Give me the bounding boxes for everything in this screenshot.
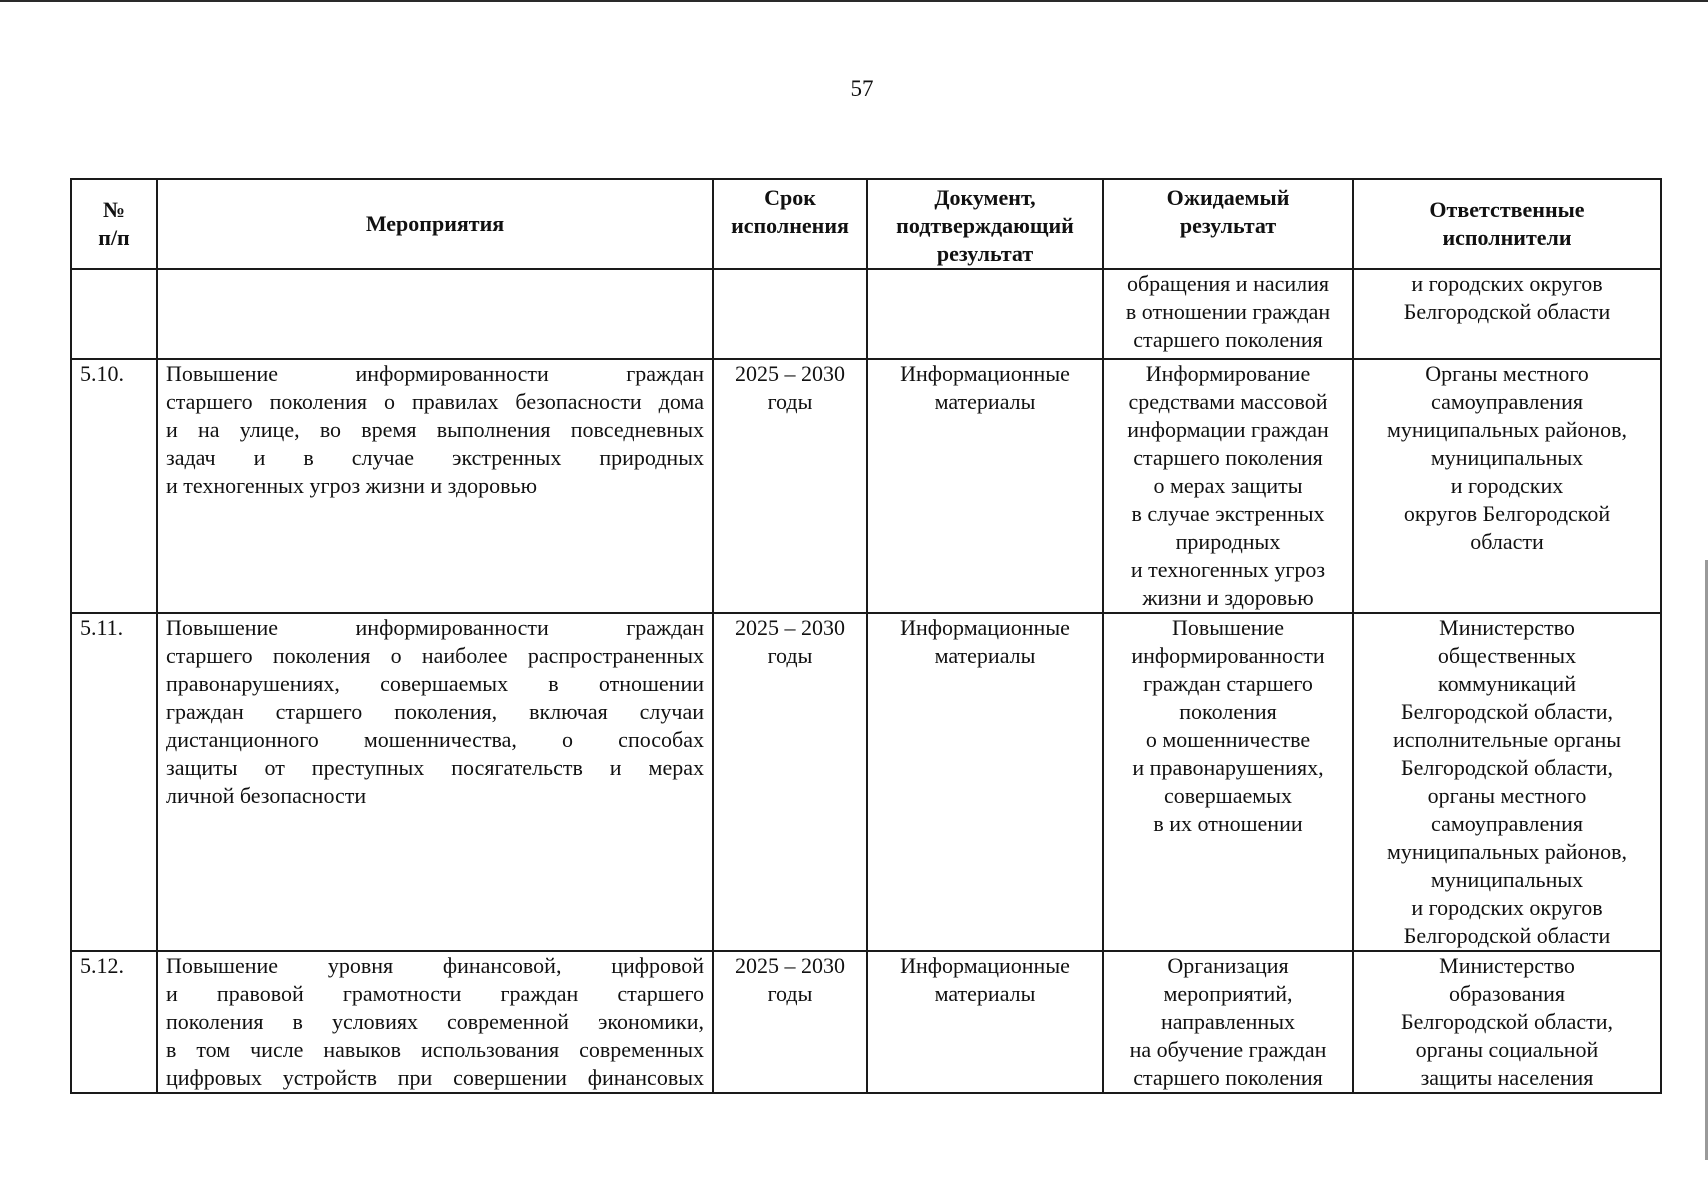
row-document bbox=[867, 359, 1103, 613]
result-line: мероприятий, bbox=[1163, 981, 1293, 1006]
result-line: совершаемых bbox=[1164, 783, 1292, 808]
row-responsible bbox=[1353, 951, 1661, 1093]
document-line: Информационные bbox=[900, 361, 1070, 386]
responsible-line: муниципальных районов, bbox=[1386, 417, 1627, 442]
activity-line: правонарушениях, совершаемых в отношении bbox=[166, 671, 704, 696]
responsible-line: коммуникаций bbox=[1438, 671, 1576, 696]
responsible-line: исполнительные органы bbox=[1392, 727, 1622, 752]
responsible-line: органы местного bbox=[1427, 783, 1587, 808]
result-line: поколения bbox=[1179, 699, 1277, 724]
table-row bbox=[71, 613, 1661, 951]
activity-line: задач и в случае экстренных природных bbox=[166, 445, 704, 470]
responsible-line: Белгородской области bbox=[1403, 923, 1611, 948]
term-line: 2025 – 2030 bbox=[735, 615, 845, 640]
activity-line: Повышение уровня финансовой, цифровой bbox=[166, 953, 704, 978]
activity-line: и техногенных угроз жизни и здоровью bbox=[166, 473, 538, 498]
activity-line: личной безопасности bbox=[166, 783, 367, 808]
result-line: старшего поколения bbox=[1133, 445, 1323, 470]
header-document bbox=[867, 179, 1103, 269]
row-number bbox=[71, 269, 157, 359]
responsible-line: органы социальной bbox=[1415, 1037, 1599, 1062]
table-header-row bbox=[71, 179, 1661, 269]
responsible-line: Белгородской области, bbox=[1400, 699, 1614, 724]
activity-line: старшего поколения о правилах безопасности дома bbox=[166, 389, 704, 414]
result-line: направленных bbox=[1161, 1009, 1295, 1034]
activity-line: и на улице, во время выполнения повседневных bbox=[166, 417, 704, 442]
result-line: обращения и насилия bbox=[1126, 271, 1330, 296]
responsible-line: муниципальных bbox=[1430, 445, 1584, 470]
activity-line: защиты от преступных посягательств и мерах bbox=[166, 755, 704, 780]
term-line: 2025 – 2030 bbox=[735, 953, 845, 978]
result-line: о мошенничестве bbox=[1145, 727, 1311, 752]
responsible-line: образования bbox=[1448, 981, 1566, 1006]
row-responsible bbox=[1353, 359, 1661, 613]
header-result-line: результат bbox=[1179, 213, 1277, 238]
term-line: годы bbox=[767, 643, 813, 668]
result-line: старшего поколения bbox=[1133, 327, 1323, 352]
table-row bbox=[71, 359, 1661, 613]
activity-line: Повышение информированности граждан bbox=[166, 615, 704, 640]
header-term-line: исполнения bbox=[731, 213, 849, 238]
row-result bbox=[1103, 359, 1353, 613]
term-line: годы bbox=[767, 389, 813, 414]
document-line: материалы bbox=[934, 981, 1036, 1006]
term-line: 2025 – 2030 bbox=[735, 361, 845, 386]
responsible-line: защиты населения bbox=[1420, 1065, 1594, 1090]
result-line: и правонарушениях, bbox=[1132, 755, 1324, 780]
header-document-line: Документ, bbox=[934, 185, 1036, 210]
result-line: информации граждан bbox=[1127, 417, 1329, 442]
responsible-line: самоуправления bbox=[1431, 811, 1583, 836]
row-document bbox=[867, 269, 1103, 359]
header-activity bbox=[157, 179, 713, 269]
header-activity-line: Мероприятия bbox=[365, 211, 505, 236]
page-number: 57 bbox=[850, 76, 874, 101]
header-term bbox=[713, 179, 867, 269]
header-document-line: подтверждающий bbox=[896, 213, 1074, 238]
responsible-line: округов Белгородской bbox=[1403, 501, 1611, 526]
result-line: старшего поколения bbox=[1133, 1065, 1323, 1090]
row-activity bbox=[157, 613, 713, 951]
responsible-line: Белгородской области bbox=[1403, 299, 1611, 324]
responsible-line: самоуправления bbox=[1431, 389, 1583, 414]
header-result bbox=[1103, 179, 1353, 269]
row-result bbox=[1103, 951, 1353, 1093]
responsible-line: и городских bbox=[1450, 473, 1564, 498]
header-document-line: результат bbox=[936, 241, 1034, 266]
table-row bbox=[71, 269, 1661, 359]
activity-line: и правовой грамотности граждан старшего bbox=[166, 981, 704, 1006]
activity-line: цифровых устройств при совершении финансовых bbox=[166, 1065, 704, 1090]
responsible-line: Белгородской области, bbox=[1400, 1009, 1614, 1034]
table-row bbox=[71, 951, 1661, 1093]
row-result bbox=[1103, 269, 1353, 359]
header-term-line: Срок bbox=[764, 185, 816, 210]
result-line: в их отношении bbox=[1153, 811, 1303, 836]
activity-line: граждан старшего поколения, включая случаи bbox=[166, 699, 704, 724]
result-line: на обучение граждан bbox=[1129, 1037, 1327, 1062]
result-line: Информирование bbox=[1145, 361, 1311, 386]
responsible-line: Органы местного bbox=[1425, 361, 1589, 386]
row-document bbox=[867, 613, 1103, 951]
responsible-line: Министерство bbox=[1439, 953, 1575, 978]
document-line: Информационные bbox=[900, 615, 1070, 640]
row-term bbox=[713, 613, 867, 951]
term-line: годы bbox=[767, 981, 813, 1006]
header-responsible-line: Ответственные bbox=[1429, 197, 1585, 222]
activity-line: поколения в условиях современной экономики, bbox=[166, 1009, 704, 1034]
responsible-line: Министерство bbox=[1439, 615, 1575, 640]
header-num-line: п/п bbox=[98, 225, 130, 250]
result-line: граждан старшего bbox=[1143, 671, 1313, 696]
result-line: средствами массовой bbox=[1128, 389, 1328, 414]
row-number: 5.10. bbox=[71, 359, 157, 613]
responsible-line: и городских округов bbox=[1411, 895, 1603, 920]
row-term bbox=[713, 359, 867, 613]
row-term bbox=[713, 269, 867, 359]
activity-line: старшего поколения о наиболее распространенных bbox=[166, 643, 704, 668]
document-line: материалы bbox=[934, 643, 1036, 668]
activity-line: в том числе навыков использования современных bbox=[166, 1037, 704, 1062]
row-activity bbox=[157, 269, 713, 359]
header-responsible bbox=[1353, 179, 1661, 269]
responsible-line: общественных bbox=[1437, 643, 1577, 668]
row-number: 5.11. bbox=[71, 613, 157, 951]
activity-line: дистанционного мошенничества, о способах bbox=[166, 727, 704, 752]
document-line: материалы bbox=[934, 389, 1036, 414]
activity-line: Повышение информированности граждан bbox=[166, 361, 704, 386]
responsible-line: Белгородской области, bbox=[1400, 755, 1614, 780]
document-line: Информационные bbox=[900, 953, 1070, 978]
result-line: в случае экстренных bbox=[1131, 501, 1325, 526]
header-result-line: Ожидаемый bbox=[1166, 185, 1290, 210]
scan-edge-top bbox=[0, 0, 1708, 2]
header-responsible-line: исполнители bbox=[1442, 225, 1572, 250]
header-num bbox=[71, 179, 157, 269]
row-document bbox=[867, 951, 1103, 1093]
result-line: жизни и здоровью bbox=[1142, 585, 1314, 610]
result-line: природных bbox=[1175, 529, 1281, 554]
row-activity bbox=[157, 359, 713, 613]
result-line: о мерах защиты bbox=[1153, 473, 1303, 498]
result-line: Организация bbox=[1167, 953, 1289, 978]
row-result bbox=[1103, 613, 1353, 951]
responsible-line: муниципальных районов, bbox=[1386, 839, 1627, 864]
row-responsible bbox=[1353, 613, 1661, 951]
responsible-line: и городских округов bbox=[1411, 271, 1603, 296]
result-line: в отношении граждан bbox=[1125, 299, 1331, 324]
result-line: Повышение bbox=[1171, 615, 1285, 640]
result-line: информированности bbox=[1131, 643, 1325, 668]
responsible-line: области bbox=[1470, 529, 1544, 554]
row-term bbox=[713, 951, 867, 1093]
responsible-line: муниципальных bbox=[1430, 867, 1584, 892]
header-num-line: № bbox=[102, 197, 126, 222]
row-activity bbox=[157, 951, 713, 1093]
result-line: и техногенных угроз bbox=[1130, 557, 1326, 582]
measures-table bbox=[70, 178, 1662, 1094]
row-number: 5.12. bbox=[71, 951, 157, 1093]
row-responsible bbox=[1353, 269, 1661, 359]
